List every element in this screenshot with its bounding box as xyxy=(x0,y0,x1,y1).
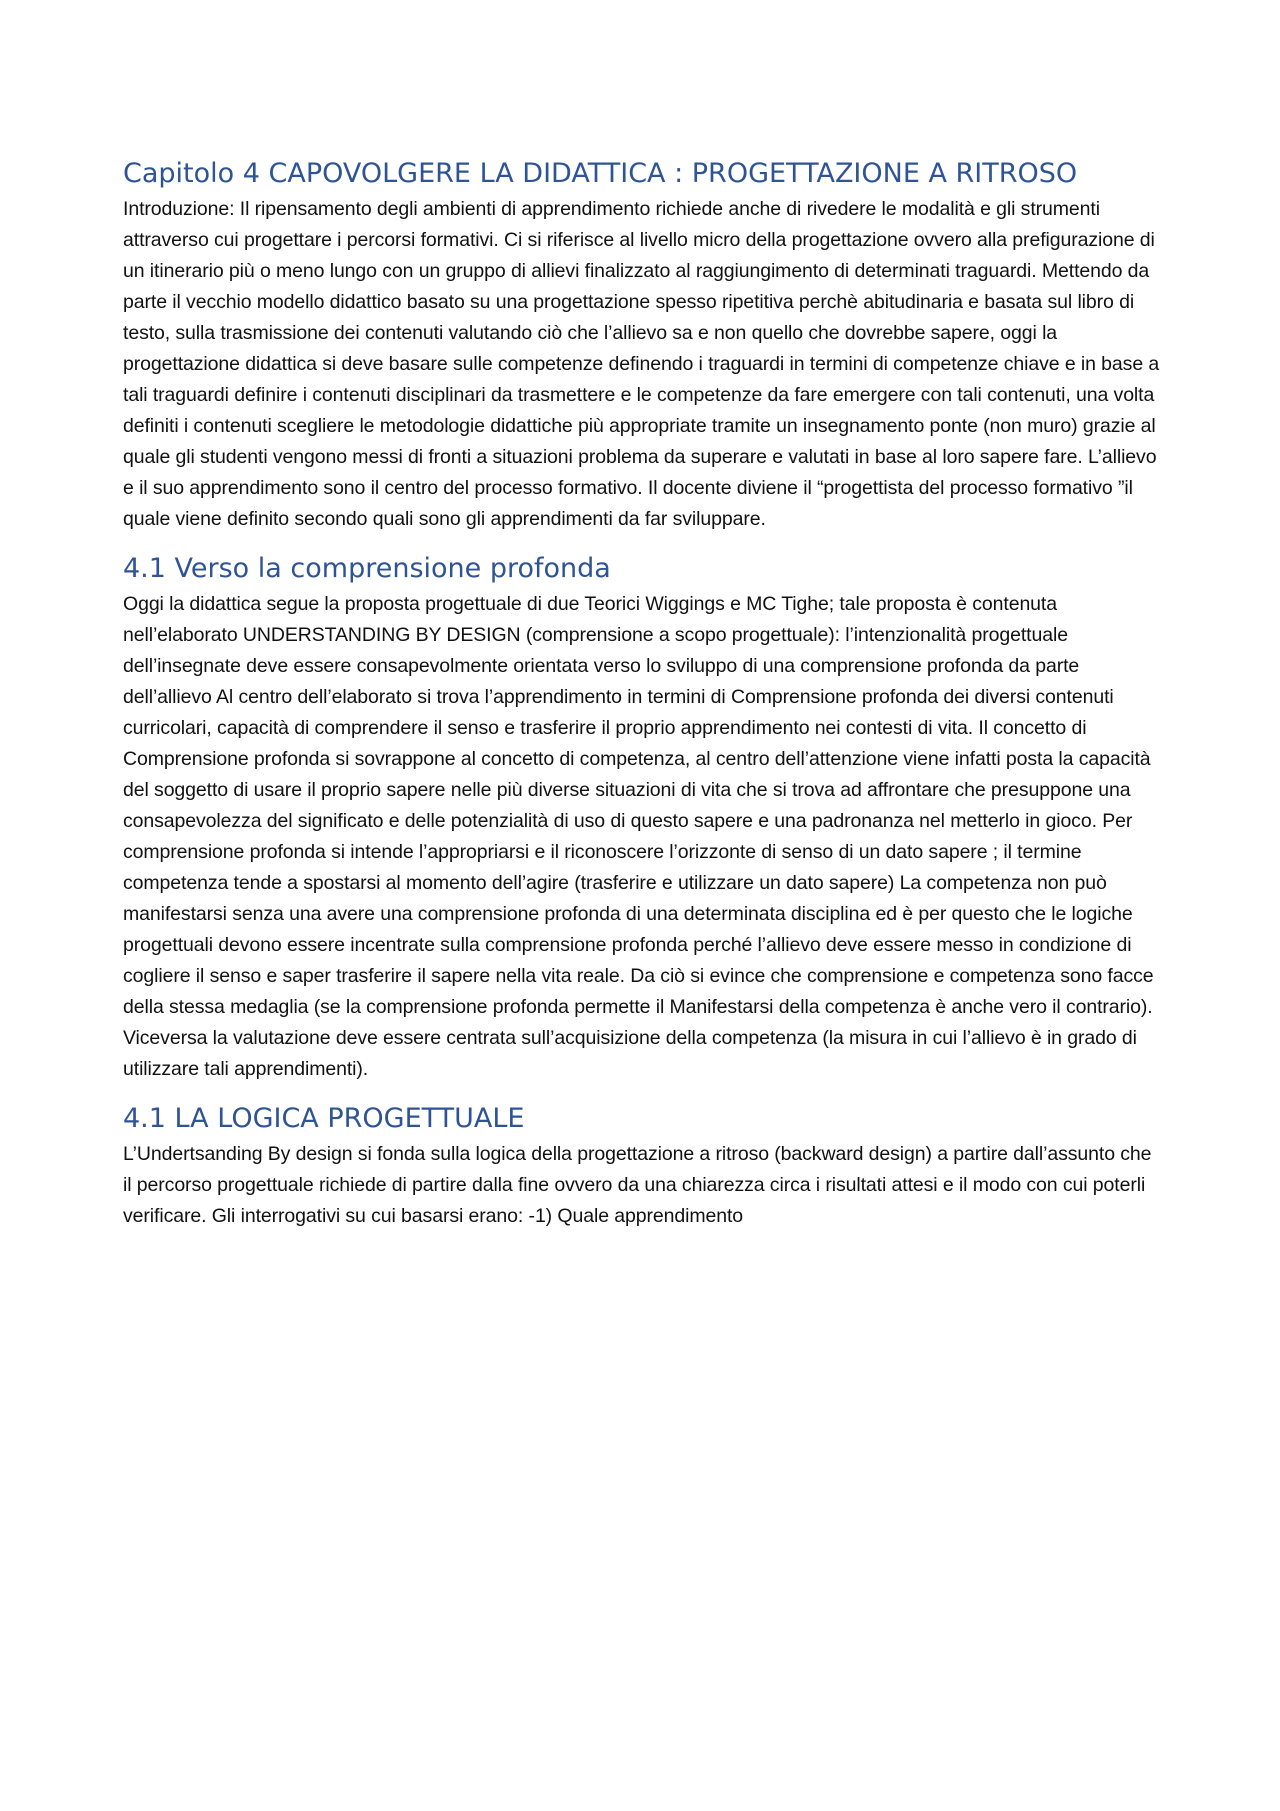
document-content xyxy=(123,154,1165,1232)
section-body-logica-progettuale: L’Undertsanding By design si fonda sulla logica della progettazione a ritroso (backward design) a partire dall’assunto che il percorso progettuale richiede di partire dalla fine ovvero da una chiarezza circa i risultati attesi e il modo con cui poterli verificare. Gli interrogativi su cui basarsi erano: -1) Quale apprendimento xyxy=(123,1143,1152,1227)
intro-paragraph: Introduzione: Il ripensamento degli ambienti di apprendimento richiede anche di rivedere le modalità e gli strumenti attraverso cui progettare i percorsi formativi. Ci si riferisce al livello micro della progettazione ovvero alla prefigurazione di un itinerario più o meno lungo con un gruppo di allievi finalizzato al raggiungimento di determinati traguardi. Mettendo da parte il vecchio modello didattico basato su una progettazione spesso ripetitiva perchè abitudinaria e basata sul libro di testo, sulla trasmissione dei contenuti valutando ciò che l’allievo sa e non quello che dovrebbe sapere, oggi la progettazione didattica si deve basare sulle competenze definendo i traguardi in termini di competenze chiave e in base a tali traguardi definire i contenuti disciplinari da trasmettere e le competenze da fare emergere con tali contenuti, una volta definiti i contenuti scegliere le metodologie didattiche più appropriate tramite un insegnamento ponte (non muro) grazie al quale gli studenti vengono messi di fronti a situazioni problema da superare e valutati in base al loro sapere fare. L’allievo e il suo apprendimento sono il centro del processo formativo. Il docente diviene il “progettista del processo formativo ”il quale viene definito secondo quali sono gli apprendimenti da far sviluppare. xyxy=(123,198,1160,530)
chapter-title: Capitolo 4 CAPOVOLGERE LA DIDATTICA : PROGETTAZIONE A RITROSO xyxy=(123,158,1078,189)
section-heading-comprensione-profonda: 4.1 Verso la comprensione profonda xyxy=(123,553,611,584)
section-heading-logica-progettuale: 4.1 LA LOGICA PROGETTUALE xyxy=(123,1103,525,1134)
section-body-comprensione-profonda: Oggi la didattica segue la proposta progettuale di due Teorici Wiggings e MC Tighe; tale proposta è contenuta nell’elaborato UNDERSTANDING BY DESIGN (comprensione a scopo progettuale): l’intenzionalità progettuale dell’insegnate deve essere consapevolmente orientata verso lo sviluppo di una comprensione profonda da parte dell’allievo Al centro dell’elaborato si trova l’apprendimento in termini di Comprensione profonda dei diversi contenuti curricolari, capacità di comprendere il senso e trasferire il proprio apprendimento nei contesti di vita. Il concetto di Comprensione profonda si sovrappone al concetto di competenza, al centro dell’attenzione viene infatti posta la capacità del soggetto di usare il proprio sapere nelle più diverse situazioni di vita che si trova ad affrontare che presuppone una consapevolezza del significato e delle potenzialità di uso di questo sapere e una padronanza nel metterlo in gioco. Per comprensione profonda si intende l’appropriarsi e il riconoscere l’orizzonte di senso di un dato sapere ; il termine competenza tende a spostarsi al momento dell’agire (trasferire e utilizzare un dato sapere) La competenza non può manifestarsi senza una avere una comprensione profonda di una determinata disciplina ed è per questo che le logiche progettuali devono essere incentrate sulla comprensione profonda perché l’allievo deve essere messo in condizione di cogliere il senso e saper trasferire il sapere nella vita reale. Da ciò si evince che comprensione e competenza sono facce della stessa medaglia (se la comprensione profonda permette il Manifestarsi della competenza è anche vero il contrario). Viceversa la valutazione deve essere centrata sull’acquisizione della competenza (la misura in cui l’allievo è in grado di utilizzare tali apprendimenti). xyxy=(123,593,1154,1080)
